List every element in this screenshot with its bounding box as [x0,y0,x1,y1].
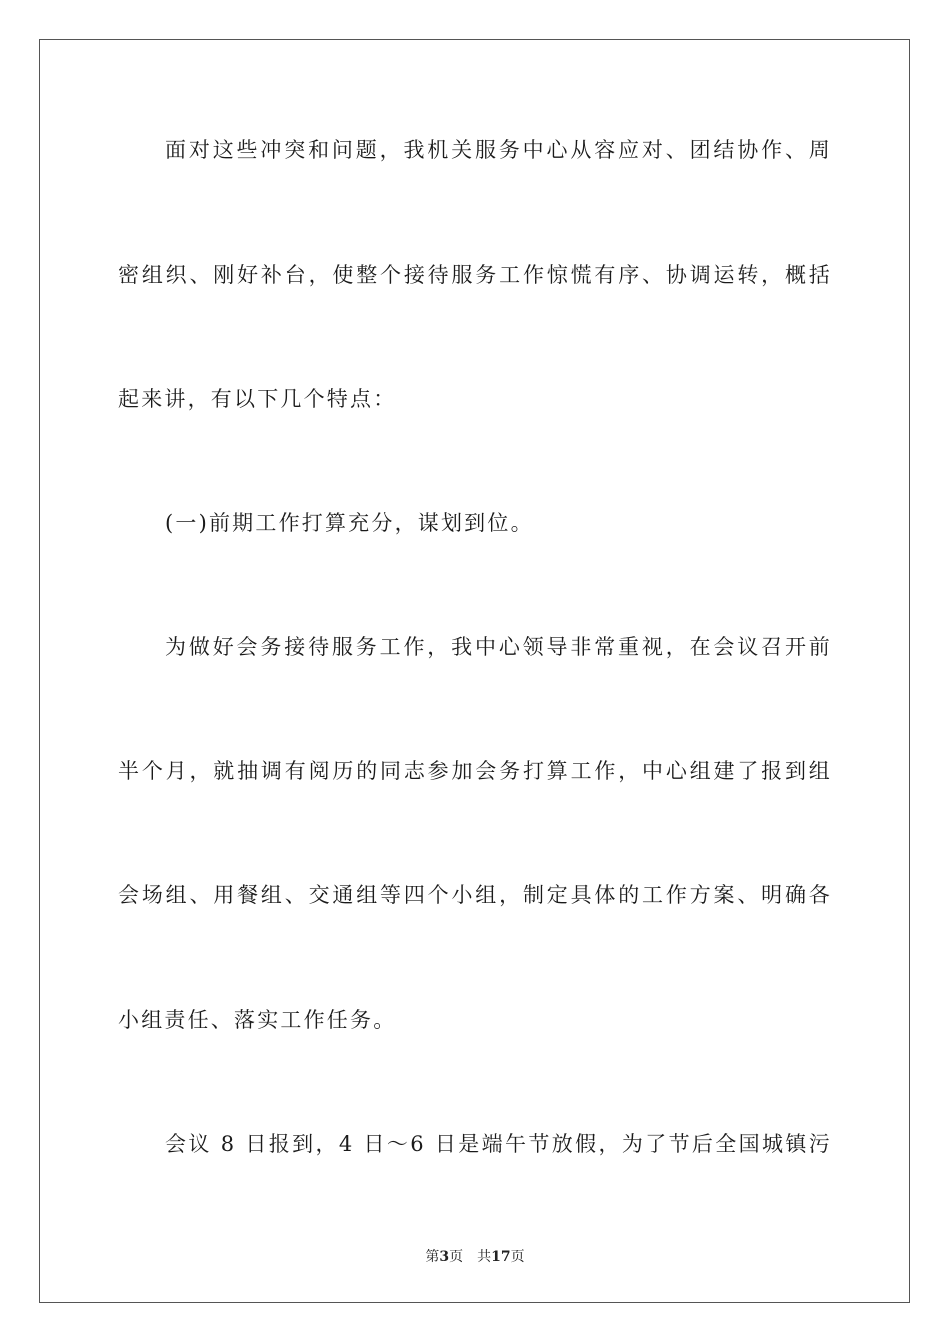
section-heading: (一)前期工作打算充分，谋划到位。 [165,511,534,535]
body-line-2: 密组织、刚好补台，使整个接待服务工作惊慌有序、协调运转，概括 [118,263,832,287]
total-prefix: 共 [477,1249,492,1265]
page-number: 3 [439,1249,450,1265]
page-prefix: 第 [425,1249,440,1265]
body-line-6: 半个月，就抽调有阅历的同志参加会务打算工作，中心组建了报到组 [118,759,832,783]
body-line-9: 会议 8 日报到，4 日～6 日是端午节放假，为了节后全国城镇污 [165,1132,832,1156]
body-line-3: 起来讲，有以下几个特点： [118,387,397,411]
page-suffix: 页 [449,1249,464,1265]
body-line-8: 小组责任、落实工作任务。 [118,1008,397,1032]
page-border [39,39,910,1303]
total-pages: 17 [491,1249,511,1265]
page-footer [0,1248,950,1266]
total-suffix: 页 [510,1249,525,1265]
body-line-7: 会场组、用餐组、交通组等四个小组，制定具体的工作方案、明确各 [118,883,832,907]
body-line-5: 为做好会务接待服务工作，我中心领导非常重视，在会议召开前 [165,635,832,659]
body-line-1: 面对这些冲突和问题，我机关服务中心从容应对、团结协作、周 [165,138,832,162]
